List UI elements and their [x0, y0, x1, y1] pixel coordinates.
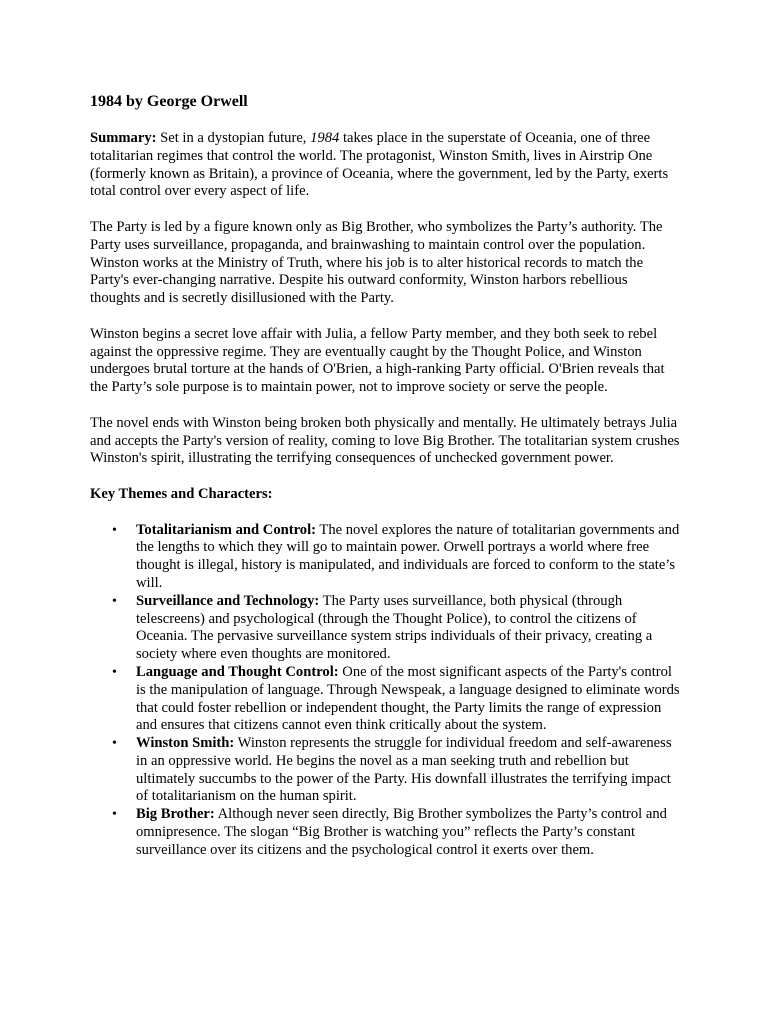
- list-item: [90, 593, 680, 664]
- theme-label: Totalitarianism and Control:: [136, 521, 317, 538]
- bullet-icon: •: [112, 593, 117, 609]
- summary-paragraph: [90, 130, 680, 201]
- theme-label: Winston Smith:: [136, 735, 235, 752]
- body-paragraph: Winston begins a secret love affair with Julia, a fellow Party member, and they both seek to rebel against the oppressive regime. They are eventually caught by the Thought Police, and Winston undergoes brutal torture at the hands of O'Brien, a high-ranking Party official. O'Brien reveals that the Party’s sole purpose is to maintain power, not to improve society or serve the people.: [90, 325, 665, 396]
- theme-label: Big Brother:: [136, 806, 215, 823]
- body-paragraph: The Party is led by a figure known only as Big Brother, who symbolizes the Party’s authority. The Party uses surveillance, propaganda, and brainwashing to maintain control over the population. Winston works at the Ministry of Truth, where his job is to alter historical records to match the Party's ever-changing narrative. Despite his outward conformity, Winston harbors rebellious thoughts and is secretly disillusioned with the Party.: [90, 218, 663, 307]
- document-page: [90, 92, 680, 860]
- list-item: [90, 806, 680, 859]
- list-item: [90, 735, 680, 806]
- summary-italic-title: 1984: [310, 130, 340, 146]
- bullet-icon: •: [112, 664, 117, 680]
- themes-heading: Key Themes and Characters:: [90, 485, 273, 502]
- theme-text: The Party uses surveillance, both physical (through telescreens) and psychological (through the Thought Police), to control the citizens of Oceania. The pervasive surveillance system strips individuals of their privacy, creating a society where even thoughts are monitored.: [136, 592, 653, 663]
- theme-label: Language and Thought Control:: [136, 663, 339, 680]
- theme-text: The novel explores the nature of totalitarian governments and the lengths to which they will go to maintain power. Orwell portrays a world where free thought is illegal, history is manipulated, and individuals are forced to conform to the state’s will.: [136, 521, 680, 591]
- theme-text: Although never seen directly, Big Brother symbolizes the Party’s control and omnipresence. The slogan “Big Brother is watching you” reflects the Party’s constant surveillance over its citizens and the psychological control it exerts over them.: [136, 806, 667, 858]
- list-item: [90, 664, 680, 735]
- theme-text: One of the most significant aspects of the Party's control is the manipulation of language. Through Newspeak, a language designed to eliminate words that could foster rebellion or independent thought, the Party limits the range of expression and ensures that citizens cannot even think critically about the system.: [136, 663, 680, 734]
- body-paragraph: The novel ends with Winston being broken both physically and mentally. He ultimately betrays Julia and accepts the Party's version of reality, coming to love Big Brother. The totalitarian system crushes Winston's spirit, illustrating the terrifying consequences of unchecked government power.: [90, 414, 680, 467]
- theme-text: Winston represents the struggle for individual freedom and self-awareness in an oppressive world. He begins the novel as a man seeking truth and rebellion but ultimately succumbs to the power of the Party. His downfall illustrates the terrifying impact of totalitarianism on the human spirit.: [136, 735, 672, 805]
- bullet-icon: •: [112, 522, 117, 538]
- list-item: [90, 522, 680, 593]
- themes-list: [90, 522, 680, 860]
- summary-text-before: Set in a dystopian future,: [156, 130, 311, 146]
- bullet-icon: •: [112, 736, 117, 752]
- summary-text-after: takes place in the superstate of Oceania, one of three totalitarian regimes that control the world. The protagonist, Winston Smith, lives in Airstrip One (formerly known as Britain), a province of Oceania, where the government, led by the Party, exerts total control over every aspect of life.: [90, 130, 669, 200]
- summary-label: Summary:: [90, 130, 157, 146]
- theme-label: Surveillance and Technology:: [136, 592, 320, 609]
- bullet-icon: •: [112, 807, 117, 823]
- document-title: 1984 by George Orwell: [90, 93, 248, 110]
